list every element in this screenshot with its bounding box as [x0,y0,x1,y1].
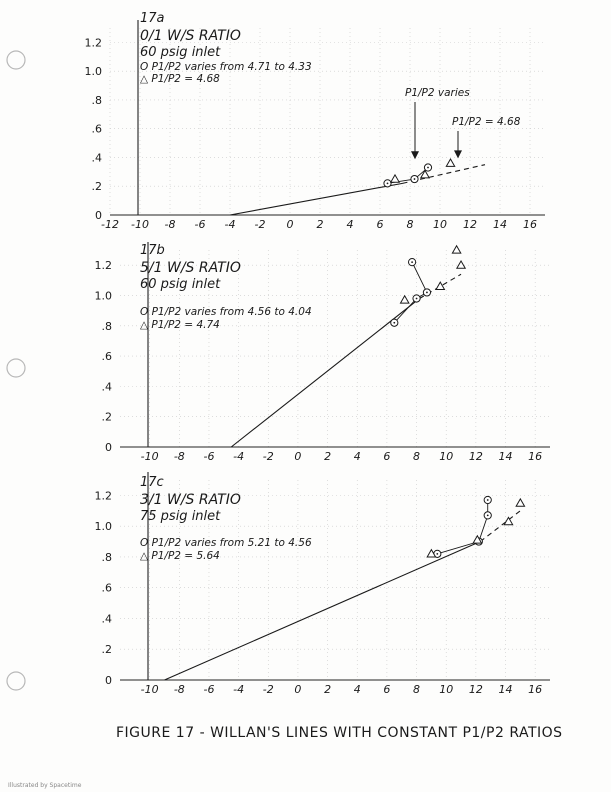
chart-17b-x-tick-label-11: 12 [468,450,483,463]
chart-17b-panel-label: 17b [140,243,165,258]
chart-17c-y-tick-label-6: 1.2 [94,489,112,503]
chart-17b-circle-point-dot-2 [426,292,428,294]
chart-17a-circle-point-dot-0 [387,182,389,184]
chart-17a-x-tick-label-9: 6 [376,218,384,231]
chart-17b-x-tick-label-1: -8 [173,450,185,463]
chart-17a-triangle-point-2 [446,159,454,166]
chart-17c-x-tick-label-2: -6 [203,683,215,696]
chart-17b-y-tick-label-1: .2 [101,410,112,424]
chart-17b-title: 5/1 W/S RATIO [140,260,241,276]
chart-17b-y-tick-label-3: .6 [101,350,112,364]
chart-17c-x-tick-label-4: -2 [262,683,274,696]
chart-17a-annotation-1: P1/P2 = 4.68 [452,116,521,128]
chart-17a-x-tick-label-6: 0 [286,218,294,231]
chart-17a-x-tick-label-13: 14 [493,218,507,231]
chart-17c-x-tick-label-10: 10 [439,683,454,696]
chart-17b-triangle-point-3 [452,246,460,253]
binder-hole-top [7,51,25,69]
chart-17b-y-tick-label-2: .4 [101,380,112,394]
chart-17c-y-tick-label-5: 1.0 [94,520,112,534]
chart-17a-legend-entry-0: O P1/P2 varies from 4.71 to 4.33 [140,61,312,73]
chart-17b-x-tick-label-0: -10 [140,450,159,463]
chart-17c-x-tick-label-8: 6 [383,683,391,696]
chart-17b-y-tick-label-0: 0 [105,441,112,454]
chart-17a-x-tick-label-2: -8 [164,218,176,231]
binder-hole-bottom [7,672,25,690]
chart-17a-y-tick-label-6: 1.2 [84,36,102,50]
chart-17b-circle-point-dot-1 [416,298,418,300]
chart-17b-circle-point-dot-3 [411,261,413,263]
chart-17a-x-tick-label-3: -6 [194,218,206,231]
chart-17a-y-tick-label-4: .8 [91,93,102,107]
chart-17c-x-tick-label-11: 12 [468,683,483,696]
chart-17a-x-tick-label-10: 8 [406,218,414,231]
chart-17a [85,11,546,231]
chart-17b-x-tick-label-10: 10 [439,450,454,463]
chart-17a-circle-point-dot-2 [427,167,429,169]
chart-17c-x-tick-label-9: 8 [413,683,421,696]
chart-17a-x-tick-label-4: -4 [224,218,236,231]
chart-17b-subtitle: 60 psig inlet [140,277,221,292]
chart-17b-x-tick-label-4: -2 [262,450,274,463]
chart-17b-x-tick-label-9: 8 [413,450,421,463]
chart-17b-circle-point-dot-0 [393,322,395,324]
chart-17c-circle-connector [437,500,487,554]
chart-17c-circle-point-dot-3 [487,499,489,501]
chart-17c-y-tick-label-4: .8 [101,550,112,564]
chart-17b-legend-entry-0: O P1/P2 varies from 4.56 to 4.04 [140,306,312,318]
chart-17c-y-tick-label-3: .6 [101,581,112,595]
chart-17a-annotation-0-arrowhead [411,151,419,159]
chart-17a-annotation-1-arrowhead [454,150,462,158]
chart-17a-x-tick-label-12: 12 [463,218,477,231]
chart-17b-legend-entry-1: △ P1/P2 = 4.74 [140,319,220,331]
chart-17c-x-tick-label-3: -4 [233,683,245,696]
chart-17c-subtitle: 75 psig inlet [140,509,221,524]
chart-17c-x-tick-label-5: 0 [294,683,302,696]
chart-17c-x-tick-label-12: 14 [498,683,513,696]
binder-hole-middle [7,359,25,377]
chart-17a-y-tick-label-2: .4 [91,151,102,165]
chart-17b-x-tick-label-2: -6 [203,450,215,463]
chart-17c-y-tick-label-0: 0 [105,674,112,687]
chart-17a-x-tick-label-14: 16 [523,218,537,231]
chart-17b-triangle-point-0 [400,296,408,303]
chart-17c-title: 3/1 W/S RATIO [140,492,241,508]
chart-17a-circle-point-dot-1 [414,178,416,180]
chart-17b-y-tick-label-4: .8 [101,319,112,333]
chart-17a-x-tick-label-5: -2 [254,218,266,231]
chart-17c-circle-point-dot-2 [487,514,489,516]
chart-17a-annotation-0: P1/P2 varies [405,87,470,99]
chart-17a-x-tick-label-7: 2 [316,218,324,231]
chart-17b-y-tick-label-6: 1.2 [94,259,112,273]
page-footer-text: Illustrated by Spacetime [8,782,82,789]
chart-17b-x-tick-label-3: -4 [233,450,245,463]
chart-17b-x-tick-label-8: 6 [383,450,391,463]
chart-17a-x-tick-label-11: 10 [433,218,447,231]
chart-17a-x-tick-label-1: -10 [131,218,149,231]
chart-17c-x-tick-label-13: 16 [528,683,543,696]
chart-17c-y-tick-label-1: .2 [101,643,112,657]
chart-17b [95,242,551,463]
chart-17c-circle-point-dot-0 [436,553,438,555]
chart-17c-panel-label: 17c [140,475,164,490]
chart-17a-x-tick-label-8: 4 [346,218,354,231]
chart-17c-y-tick-label-2: .4 [101,612,112,626]
chart-17b-y-tick-label-5: 1.0 [94,289,112,303]
figure-caption: FIGURE 17 - WILLAN'S LINES WITH CONSTANT P1/P2 RATIOS [116,725,563,741]
chart-17c [95,472,551,696]
chart-17c-legend-entry-0: O P1/P2 varies from 5.21 to 4.56 [140,537,312,549]
chart-17c-x-tick-label-0: -10 [140,683,159,696]
chart-17b-x-tick-label-5: 0 [294,450,302,463]
chart-17c-legend-entry-1: △ P1/P2 = 5.64 [140,550,220,562]
chart-17c-x-tick-label-6: 2 [324,683,332,696]
chart-17a-y-tick-label-1: .2 [91,180,102,194]
chart-17c-triangle-point-3 [516,499,524,506]
chart-17b-triangle-point-2 [457,261,465,268]
chart-17a-y-tick-label-0: 0 [95,209,102,222]
chart-17b-triangle-point-1 [436,282,444,289]
chart-17a-panel-label: 17a [140,11,165,26]
chart-17c-x-tick-label-7: 4 [353,683,361,696]
chart-17a-y-tick-label-5: 1.0 [84,65,102,79]
chart-17a-subtitle: 60 psig inlet [140,45,221,60]
chart-17c-x-tick-label-1: -8 [173,683,185,696]
chart-17a-triangle-point-0 [391,175,399,182]
chart-17a-title: 0/1 W/S RATIO [140,28,241,44]
chart-17a-y-tick-label-3: .6 [91,122,102,136]
chart-17b-x-tick-label-7: 4 [353,450,361,463]
chart-17c-series-solid-line [164,542,480,680]
chart-17b-x-tick-label-13: 16 [528,450,543,463]
chart-17c-triangle-point-2 [504,517,512,524]
chart-17b-x-tick-label-6: 2 [324,450,332,463]
chart-17a-legend-entry-1: △ P1/P2 = 4.68 [140,73,220,85]
chart-17a-series-solid-line [230,183,403,215]
chart-17a-x-tick-label-0: -12 [101,218,119,231]
chart-17b-x-tick-label-12: 14 [498,450,513,463]
chart-17b-circle-connector [394,262,427,323]
